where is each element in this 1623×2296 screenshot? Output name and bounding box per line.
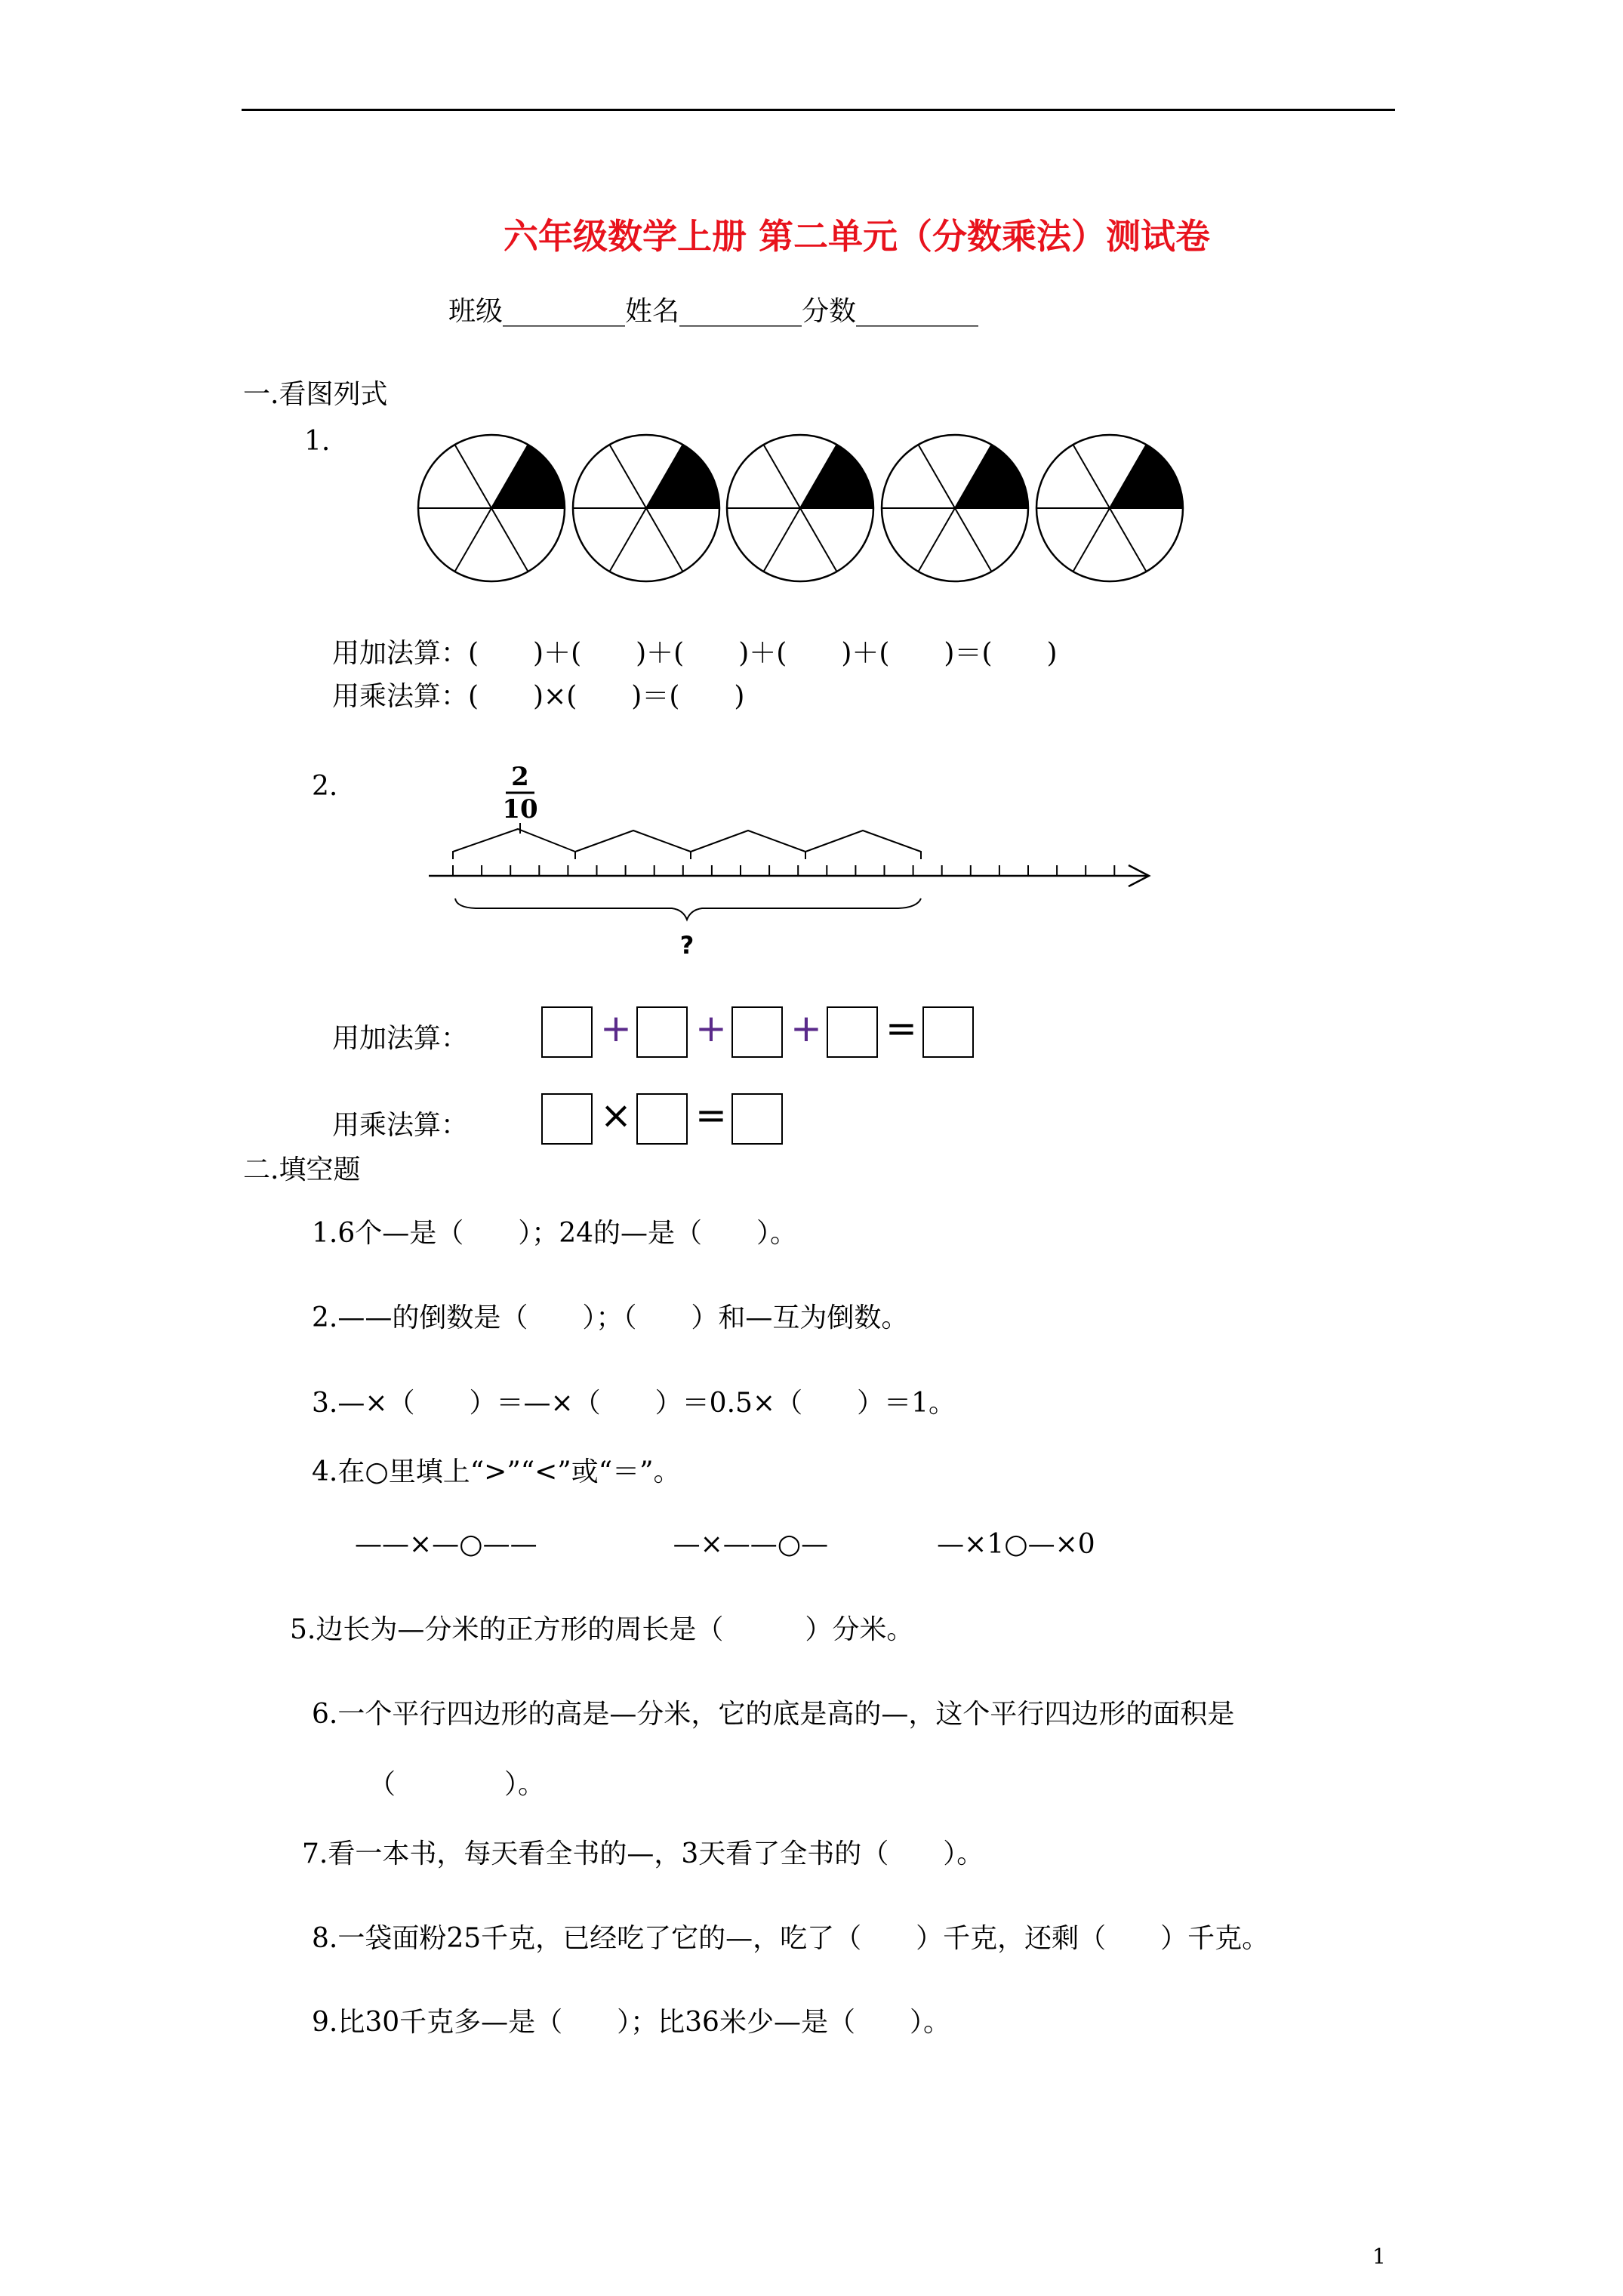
pie-circle (727, 435, 873, 581)
question-mark: ? (679, 931, 694, 960)
fill-blank-item-3: 3.—×（ ）＝—×（ ）＝0.5×（ ）＝1。 (312, 1388, 956, 1419)
pie-circle (1036, 435, 1183, 581)
answer-box-add-3[interactable] (731, 1006, 783, 1058)
answer-box-add-result[interactable] (922, 1006, 974, 1058)
fill-blank-item-5: 5.边长为—分米的正方形的周长是（ ）分米。 (290, 1614, 914, 1645)
times-sign: × (600, 1093, 632, 1137)
equals-sign: = (695, 1093, 727, 1137)
pie-circle (418, 435, 565, 581)
equals-sign: = (885, 1006, 917, 1050)
segment-bracket-2 (575, 831, 691, 859)
section1-heading: 一.看图列式 (243, 379, 388, 410)
answer-box-add-1[interactable] (541, 1006, 593, 1058)
fill-blank-item-9: 9.比30千克多—是（ ）；比36米少—是（ ）。 (312, 2007, 950, 2038)
page-title: 六年级数学上册 第二单元（分数乘法）测试卷 (503, 216, 1210, 257)
segment-bracket-3 (691, 831, 805, 859)
header-rule (242, 109, 1395, 111)
shaded-part (955, 445, 1028, 508)
answer-box-mul-result[interactable] (731, 1093, 783, 1145)
fill-blank-item-6-continuation: （ ）。 (368, 1769, 546, 1800)
header-fields: 班级_________姓名_________分数_________ (448, 296, 978, 327)
fill-blank-item-6: 6.一个平行四边形的高是—分米，它的底是高的—，这个平行四边形的面积是 (312, 1699, 1235, 1730)
q1-addition-line: 用加法算：( )＋( )＋( )＋( )＋( )＝( ) (332, 638, 1058, 669)
fraction-numerator: 2 (511, 762, 529, 792)
fill-blank-item-4-comparisons: ——×—○—— —×——○— —×1○—×0 (355, 1529, 1095, 1560)
shaded-part (800, 445, 873, 508)
fill-blank-item-8: 8.一袋面粉25千克，已经吃了它的—，吃了（ ）千克，还剩（ ）千克。 (312, 1923, 1270, 1954)
plus-sign: + (695, 1006, 727, 1050)
q2-number: 2. (312, 771, 338, 802)
answer-box-add-2[interactable] (636, 1006, 688, 1058)
pie-circle (882, 435, 1028, 581)
q2-addition-label: 用加法算： (332, 1023, 469, 1054)
pie-circle (573, 435, 719, 581)
q1-multiplication-line: 用乘法算：( )×( )＝( ) (332, 681, 745, 712)
fraction-denominator: 10 (502, 794, 538, 824)
q2-multiplication-label: 用乘法算： (332, 1110, 469, 1141)
plus-sign: + (600, 1006, 632, 1050)
shaded-part (646, 445, 719, 508)
segment-bracket-4 (805, 831, 921, 859)
fill-blank-item-1: 1.6个—是（ ）；24的—是（ ）。 (312, 1218, 798, 1249)
fill-blank-item-7: 7.看一本书，每天看全书的—，3天看了全书的（ ）。 (302, 1838, 984, 1869)
section2-heading: 二.填空题 (243, 1154, 361, 1185)
answer-box-mul-2[interactable] (636, 1093, 688, 1145)
shaded-part (1110, 445, 1183, 508)
segment-bracket-1 (453, 829, 575, 859)
fill-blank-item-4: 4.在○里填上“>”“<”或“＝”。 (312, 1456, 681, 1487)
number-line-figure (423, 747, 1163, 966)
fill-blank-item-2: 2.——的倒数是（ ）；（ ）和—互为倒数。 (312, 1302, 909, 1333)
plus-sign: + (790, 1006, 822, 1050)
q1-number: 1. (304, 426, 331, 457)
shaded-part (491, 445, 565, 508)
curly-brace (455, 898, 921, 920)
answer-box-mul-1[interactable] (541, 1093, 593, 1145)
pie-circles-figure (408, 430, 1193, 589)
page-number: 1 (1372, 2244, 1386, 2269)
answer-box-add-4[interactable] (827, 1006, 878, 1058)
